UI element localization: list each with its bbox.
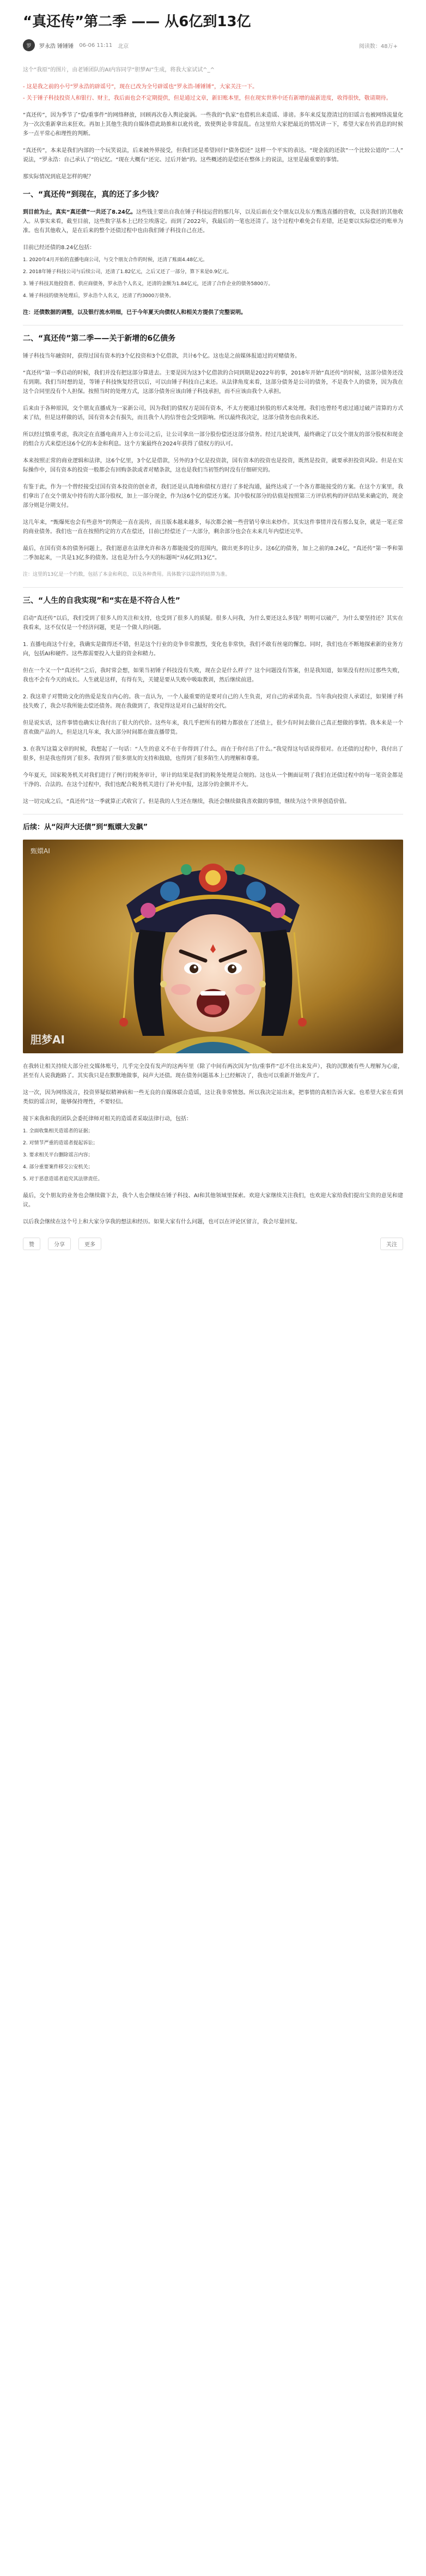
intro-notice: - 关于锤子科技投资人和银行、财主，我后面也会不定期提供，但是通过文章，新旧账本里，但在现实世界中还有新增的最新进度，收得很快，敬请期待。 — [23, 95, 392, 101]
paragraph: 3. 在我写这篇文章的时候，我想起了一句话：“人生的意义不在于你得到了什么，而在于你付出了什么。”我觉得这句话说得很对。在还债的过程中，我付出了很多，但是我也得到了很多。我得到了很多朋友的支持和鼓励，也得到了很多陌生人的理解和尊重。 — [23, 746, 403, 762]
paragraph: 2. 我这辈子对赞助文化的热爱是发自内心的。我一直认为，一个人最重要的是要对自己的人生负责，对自己的承诺负责。当年我向投资人承诺过，如果锤子科技失败了，我会尽我所能去偿还债务。现在我做到了，我觉得这是对自己最好的交代。 — [23, 694, 403, 709]
paragraph: 有鉴于此，作为一个曾经接受过国有资本投资的创业者，我们还是认真地和债权方进行了多轮沟通，最终达成了一个各方都能接受的方案。在这个方案里，我们拿出了在交个朋友中持有的大部分股权，加上一部分现金，作为这6个亿的偿还方案。其中股权部分的估值是按照第三方评估机构的评估结果来确定的，现金部分则是分期支付。 — [23, 484, 403, 509]
publish-date: 06-06 11:11 — [79, 42, 113, 49]
list-item: 2. 对情节严重的造谣者提起诉讼； — [23, 1141, 98, 1146]
article-footer — [23, 1238, 403, 1250]
note-bold: 注：还债数据的调整，以及银行流水明细，已于今年夏天向债权人和相关方提供了完整说明。 — [23, 310, 246, 316]
paragraph: 这一切完成之后，“真还传”这一季就算正式收官了。但是我的人生还在继续，我还会继续做我喜欢做的事情，继续为这个世界创造价值。 — [23, 799, 350, 805]
paragraph: 在我转让相关持续大部分社交媒体账号，几乎完全没有发声的这两年里（除了中间有两次因为“仿/重事件”忍不住出来发声），我的沉默被有些人理解为心虚，甚至有人说我跑路了。其实我只是在默默地做事，闷声大还债。现在债务问题基本上已经解决了，我也可以重新开始发声了。 — [23, 1064, 403, 1079]
more-button[interactable]: 更多 — [78, 1238, 101, 1250]
paragraph: 最后，交个朋友的业务也会继续做下去，我个人也会继续在锤子科技、AI和其他领域里探索。欢迎大家继续关注我们，也欢迎大家给我们提出宝贵的意见和建议。 — [23, 1193, 403, 1208]
section-heading-3: 三、“人生的自我实现”和“实在是不符合人性” — [23, 596, 180, 605]
intro-notice: - 这是我之前的小号“罗永浩的辟谣号”，现在已改为全号辟谣也“罗永浩-锤锤锤”，大家关注一下。 — [23, 84, 258, 90]
read-count: 阅读数：48万+ — [358, 43, 398, 50]
like-button[interactable]: 赞 — [23, 1238, 40, 1250]
article-meta — [23, 39, 403, 51]
paragraph: 所以经过慎重考虑，我决定在直播电商并入上市公司之后，让公司拿出一部分股份偿还这部分债务。经过几轮谈判，最终确定了以交个朋友的部分股权和现金的组合方式来偿还这6个亿的本金和利息。这个方案最终在2024年获得了债权方的认可。 — [23, 432, 403, 447]
author-name[interactable]: 罗永浩 锤锤锤 — [39, 43, 74, 50]
paragraph-text: 这些钱主要出自我在锤子科技运营的那几年，以及后面在交个朋友以及东方甄选直播的营收，以及我们的其他收入。从事实来看，截至目前，这些数字基本上已经尘埃落定。而到了2022年，我最后的一笔也还清了。这个过程中难免会有差错，还是要以实际偿还的账单为准。也有其他收入，是在后来的整个还债过程中也由我们锤子科技自己在还。 — [23, 209, 403, 234]
paragraph: “真还传”，本来是我们内部的一个玩笑说法，后来被外界接受，但我们还是希望回归“债务偿还” 这样一个平实的表达。“现金流的还款”一个比较公道的“二人” 说法，“罗永浩：自己承认了”的记忆。“现在大概有“还完、过后开始”的。这些概述的是偿还在整体上的说法，这里是最重要的事情。 — [23, 148, 403, 163]
paragraph: 接下来我和我的团队会委托律师对相关的造谣者采取法律行动，包括： — [23, 1116, 192, 1122]
avatar[interactable]: 罗 — [23, 39, 35, 51]
paragraph: 但是说实话，这件事情也确实让我付出了很大的代价。这些年来，我几乎把所有的精力都放在了还债上，很少有时间去做自己真正想做的事情。我本来是一个喜欢做产品的人，但是这几年来，我大部分时间都在做直播带货。 — [23, 720, 403, 735]
section-heading-4: 后续：从“闷声大还债”到“甄嬛大发飙” — [23, 823, 148, 831]
list-item: 3. 锤子科技其他投资者、供应商债务，罗永浩个人名义，还清的金额为1.84亿元，还清了合作企业的债务5800万。 — [23, 281, 273, 287]
highlight-text: 到目前为止，真实“真还债”一共还了8.24亿。 — [23, 209, 136, 215]
paragraph: 锤子科技当年融资时，获得过国有资本的3个亿投资和3个亿借款，共计6个亿。这也是之前媒体报道过的对赌债务。 — [23, 353, 301, 359]
footnote: 注：这里的13亿是一个约数，包括了本金和利息，以及各种费用。具体数字以最终的结算为准。 — [23, 572, 230, 577]
article-page — [0, 0, 426, 1266]
watermark: 胆梦AI — [31, 1033, 65, 1046]
paragraph: 最后，在国有资本的债务问题上，我们愿意在法律允许和各方都能接受的范围内，做出更多的让步。这6亿的债务，加上之前的8.24亿，“真还传”第一季和第二季加起来，一共是13亿多的债务。这也是为什么今天的标题叫“从6亿到13亿”。 — [23, 546, 403, 561]
paragraph: 这一次，因为网络流言，投资界疑似精神病和一些无良的自媒体联合造谣，这让我非常愤怒。所以我决定站出来，把事情的真相告诉大家。也希望大家在看到类似的谣言时，能够保持理性，不要轻信。 — [23, 1090, 403, 1105]
paragraph: 但在一个又一个“真还传”之后，我时常会想，如果当初锤子科技没有失败，现在会是什么样子？这个问题没有答案，但是我知道，如果没有经历过那些失败，我也不会有今天的成长。人生就是这样，有得有失，关键是要从失败中吸取教训，然后继续前进。 — [23, 668, 403, 683]
paragraph: “真还传”，因为季节了“偿/重事件”的网络释放，回顾再次卷入舆论旋涡。一些我的“仇家”也借机出来造谣、诽谤。多年来反复澄清过的旧谣言也被网络流量化为一次次重新拿出来狂欢。再加上其他生我的自媒体借此助推和以讹传讹，致使舆论非常混乱。在这里给大家把最近的情况讲一下，希望大家在传消息的时候多一点平常心和理性的判断。 — [23, 112, 403, 137]
list-item: 4. 锤子科技的债务处理后，罗永浩个人名义，还清了约3000万债务。 — [23, 293, 174, 299]
paragraph: 后来由于各种原因，交个朋友直播成为一家新公司，因为我们的债权方是国有资本，不太方便通过转股的形式来处理。我们也曾经考虑过通过破产清算的方式来了结，但是这样做的话，国有资本会有损失，而且我个人的信誉也会受到影响。所以最终我决定，这部分债务也由我来还。 — [23, 406, 403, 421]
paragraph — [23, 208, 403, 236]
action-list — [23, 1127, 403, 1184]
list-item: 1. 2020年4月开始的直播电商公司，与交个朋友合作的时候，还清了账面4.48亿元。 — [23, 257, 208, 263]
illustration-svg — [23, 840, 403, 1053]
list-item: 1. 全面收集相关造谣者的证据； — [23, 1129, 93, 1134]
paragraph: 今年夏天，国家税务机关对我们进行了例行的税务审计，审计的结果是我们的税务处理是合规的。这也从一个侧面证明了我们在还债过程中的每一笔资金都是干净的、合法的。在这个过程中，我们也配合税务机关进行了补充申报，这部分的金额并不大。 — [23, 773, 403, 788]
location: 北京 — [118, 43, 129, 50]
list-item: 3. 要求相关平台删除谣言内容； — [23, 1153, 93, 1158]
paragraph: 启动“真还传”以后，我们受到了很多人的关注和支持，也受到了很多人的质疑。很多人问我，为什么要还这么多钱？明明可以破产，为什么要坚持还？其实在我看来，这不仅仅是一个经济问题，更是一个做人的问题。 — [23, 616, 403, 631]
follow-button[interactable]: 关注 — [380, 1238, 403, 1250]
list-item: 4. 部分重要案件移交公安机关； — [23, 1165, 93, 1170]
article-illustration[interactable] — [23, 840, 403, 1053]
paragraph: 本来按照正常的商业逻辑和法律，这6个亿里，3个亿是借款，另外的3个亿是投资款，国有资本的投资也是投资，既然是投资，就要承担投资风险。但是在实际操作中，国有资本的投资一般都会有回购条款或者对赌条款，这也是我们当初签约时没有仔细研究的。 — [23, 458, 403, 473]
paragraph: 那实际情况到底是怎样的呢？ — [23, 174, 94, 180]
paragraph: 1. 直播电商这个行业，我确实是做得还不错，但是这个行业的竞争非常激烈，变化也非常快，我们不敢有丝毫的懈怠。同时，我们也在不断地探索新的业务方向，包括AI和硬件。这些都需要投入大量的资金和精力。 — [23, 642, 403, 657]
divider — [23, 814, 403, 815]
list-item: 2. 2018年锤子科技公司与后续公司，还清了1.82亿元，之后又还了一部分，算下来是0.9亿元。 — [23, 269, 232, 275]
share-button[interactable]: 分享 — [48, 1238, 71, 1250]
paragraph: 以后我会继续在这个号上和大家分享我的想法和经历。如果大家有什么问题，也可以在评论区留言，我会尽量回复。 — [23, 1219, 301, 1225]
footer-actions — [23, 1238, 101, 1250]
section-heading-1: 一、“真还传”到现在，真的还了多少钱？ — [23, 190, 163, 199]
paragraph: “真还传”第一季启动的时候，我们并没有把这部分算进去。主要是因为这3个亿借款的合同到期是2022年的事，2018年开始“真还传”的时候，这部分债务还没有到期。我们当时想的是，等锤子科技恢复经营以后，可以由锤子科技自己来还。从法律角度来看，这部分债务是公司的债务，不是我个人的债务，因为我在这个合同里没有个人担保。按照当时的处理方式，这部分债务应该由锤子科技承担，而不应该由我个人承担。 — [23, 370, 403, 395]
list-label: 目前已经还债的8.24亿包括： — [23, 245, 95, 251]
page-title: “真还传”第二季 —— 从6亿到13亿 — [23, 14, 251, 30]
paragraph: 这几年来，“甄爆死也会有些意外”的舆论一直在流传，而且版本越来越多，每次都会被一些营销号拿出来炒作。其实这件事情并没有那么复杂，就是一笔正常的商业债务。我们也一直在按照约定的方式在偿还，目前已经偿还了一大部分，剩余部分也会在未来几年内偿还完毕。 — [23, 520, 403, 535]
image-label: 甄嬛AI — [31, 847, 50, 855]
section-heading-2: 二、“真还传”第二季——关于新增的6亿债务 — [23, 334, 176, 343]
list-item: 5. 对于恶意造谣者追究其法律责任。 — [23, 1177, 103, 1182]
intro-paragraph: 这个“我原”的图片，由老锤团队的AI内容同学“胆梦AI”生成，将我大家试试^_^ — [23, 67, 215, 73]
divider — [23, 587, 403, 588]
debt-list — [23, 256, 403, 300]
